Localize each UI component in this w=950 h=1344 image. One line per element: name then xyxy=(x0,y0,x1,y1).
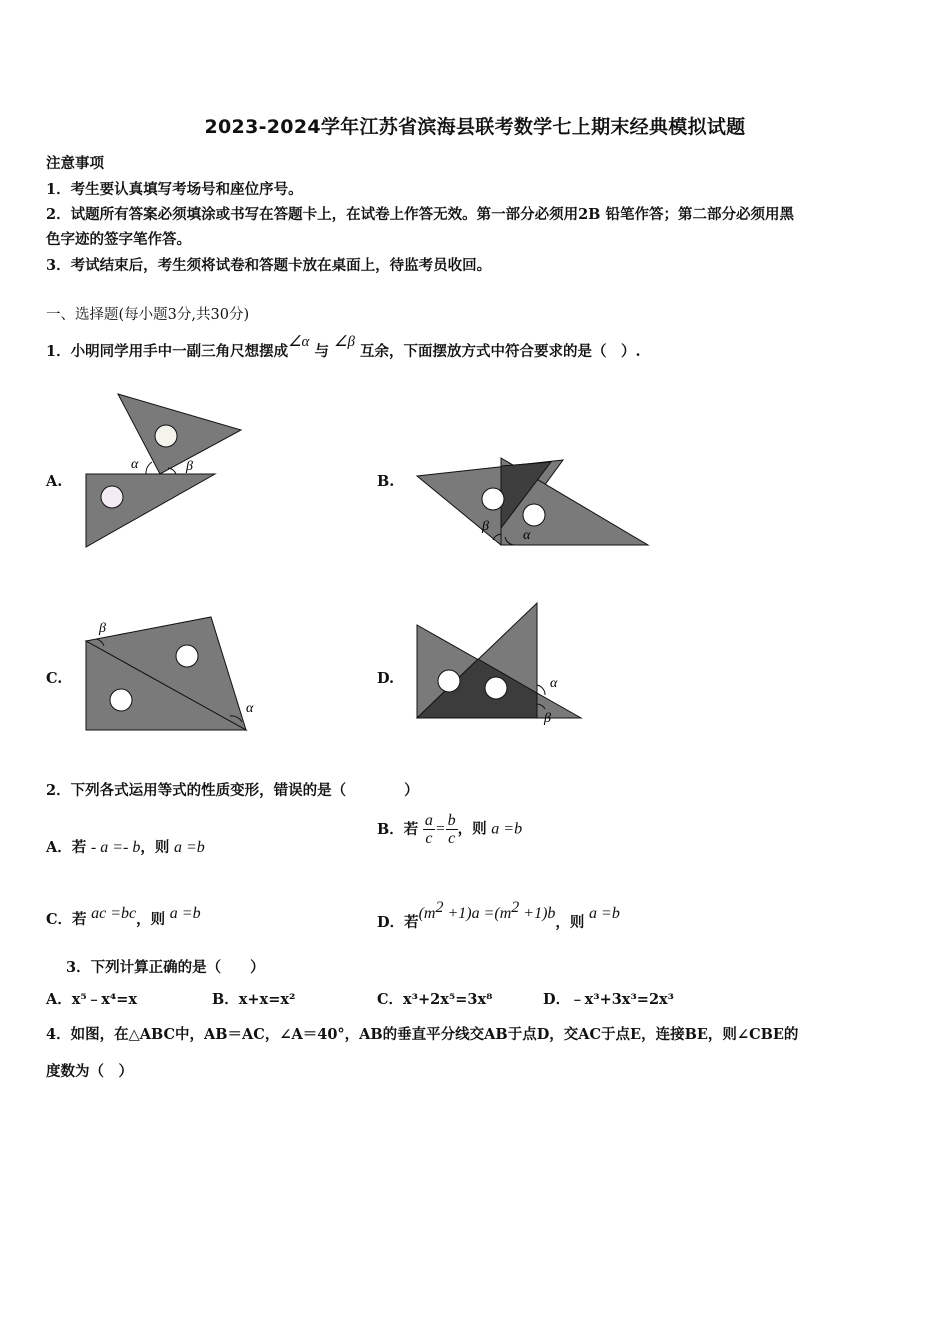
q2-d-label: D．若 xyxy=(377,914,419,931)
q3-stem: 3．下列计算正确的是（ ） xyxy=(66,959,265,976)
q1-prefix: 1．小明同学用手中一副三角尺想摆成 xyxy=(46,343,289,360)
q2-option-c xyxy=(46,902,201,928)
q2-b-frac1 xyxy=(423,812,435,847)
q2-d-expr-1: (m xyxy=(418,905,436,922)
q2-a-expr: - a =- b xyxy=(90,839,141,856)
q2-b-result: a =b xyxy=(491,820,523,838)
q2-b-den1: c xyxy=(425,830,433,847)
q2-c-result: a =b xyxy=(169,905,201,922)
q1-mid: 与 xyxy=(314,343,329,360)
q2-c-then: ，则 xyxy=(136,911,166,928)
q2-b-num2: b xyxy=(447,812,456,829)
q2-b-eq: = xyxy=(434,820,446,838)
q2-option-a xyxy=(46,836,205,857)
q2-d-expr-2: +1)a =(m xyxy=(443,905,512,922)
notice-item-1: 1．考生要认真填写考场号和座位序号。 xyxy=(46,181,303,198)
fig-a-beta: β xyxy=(186,459,193,474)
q2-b-den2: c xyxy=(448,830,456,847)
q3-option-c: C．x³+2x⁵=3x⁸ xyxy=(377,991,493,1008)
notice-item-2: 2．试题所有答案必须填涂或书写在答题卡上，在试卷上作答无效。第一部分必须用2B 铅笔作答；第二部分必须用黑 xyxy=(46,206,794,223)
q1-suffix: 互余，下面摆放方式中符合要求的是（ ）. xyxy=(360,343,641,360)
q2-d-sup-1: 2 xyxy=(435,899,444,916)
q2-option-d xyxy=(377,899,620,931)
q2-b-frac2 xyxy=(446,812,458,847)
q4-stem-line1: 4．如图，在△ABC中，AB＝AC，∠A＝40°，AB的垂直平分线交AB于点D，交AC于点E，连接BE，则∠CBE的 xyxy=(46,1026,799,1043)
fig-b-alpha: α xyxy=(523,528,531,543)
q1-option-d-label: D. xyxy=(377,670,395,687)
q1-option-b-label: B. xyxy=(377,473,395,490)
notice-item-2-cont: 色字迹的签字笔作答。 xyxy=(46,231,191,248)
fig-d-alpha: α xyxy=(550,676,558,691)
q2-c-expr: ac =bc xyxy=(91,905,137,922)
fig-b-beta: β xyxy=(482,519,489,534)
q3-option-b: B．x+x=x² xyxy=(212,991,296,1008)
q2-a-then: ，则 xyxy=(140,839,170,856)
q3-option-d: D．﹣x³+3x³=2x³ xyxy=(543,991,675,1008)
q2-b-then: ，则 xyxy=(457,820,487,838)
notice-item-3: 3．考试结束后，考生须将试卷和答题卡放在桌面上，待监考员收回。 xyxy=(46,257,492,274)
q2-d-then: ，则 xyxy=(555,914,585,931)
notice-heading: 注意事项 xyxy=(46,155,104,172)
fig-c-alpha: α xyxy=(246,701,254,716)
fig-c-beta: β xyxy=(99,621,106,636)
q2-stem: 2．下列各式运用等式的性质变形，错误的是（ ） xyxy=(46,782,419,799)
section-heading: 一、选择题(每小题3分,共30分) xyxy=(46,307,250,323)
fig-a-alpha: α xyxy=(131,457,139,472)
q2-d-sup-2: 2 xyxy=(511,899,520,916)
q2-d-expr-3: +1)b xyxy=(519,905,556,922)
q2-b-num1: a xyxy=(424,812,433,829)
q2-c-label: C．若 xyxy=(46,911,87,928)
q4-stem-line2: 度数为（ ） xyxy=(46,1063,133,1080)
fig-d-beta: β xyxy=(544,711,551,726)
q1-angle-alpha: ∠α xyxy=(288,334,310,350)
q3-option-a: A．x⁵﹣x⁴=x xyxy=(46,991,138,1008)
q1-option-a-label: A. xyxy=(46,473,63,490)
q1-option-c-label: C. xyxy=(46,670,63,687)
q2-option-b xyxy=(377,812,522,847)
q2-d-result: a =b xyxy=(589,905,620,922)
q2-a-result: a =b xyxy=(173,839,205,856)
q2-a-label: A．若 xyxy=(46,839,87,856)
q2-b-label: B．若 xyxy=(377,820,419,838)
page-title: 2023-2024学年江苏省滨海县联考数学七上期末经典模拟试题 xyxy=(204,116,746,138)
q1-angle-beta: ∠β xyxy=(334,334,355,350)
